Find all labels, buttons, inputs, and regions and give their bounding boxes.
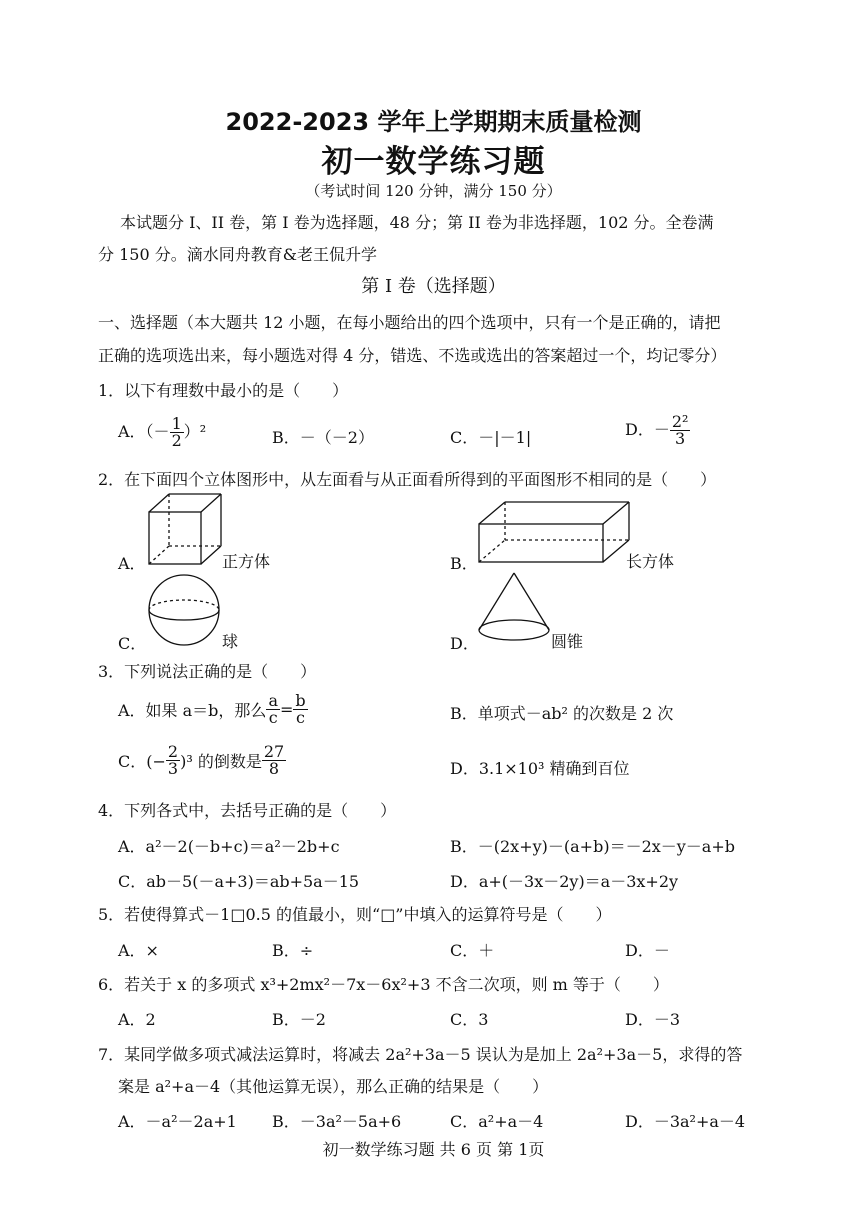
q4-option-c: C．ab－5(－a+3)＝ab+5a－15 [118,872,360,891]
q2-option-c-letter: C． [118,634,147,653]
q2-option-c-label: 球 [222,632,239,651]
exam-title: 2022-2023 学年上学期期末质量检测 [225,108,642,136]
q5-option-c: C．＋ [450,941,495,960]
q6-stem: 6．若关于 x 的多项式 x³+2mx²－7x－6x²+3 不含二次项，则 m 等于（ ） [98,975,669,994]
q7-option-c: C．a²+a－4 [450,1112,544,1131]
q3-stem: 3．下列说法正确的是（ ） [98,662,317,681]
q4-option-d: D．a+(－3x－2y)＝a－3x+2y [450,872,679,891]
q6-option-a: A．2 [118,1010,156,1029]
q6-option-d: D．－3 [625,1010,681,1029]
q3-c-fraction-1: $\frac{2}{3}$ [167,742,179,778]
instruction-line-2: 正确的选项选出来，每小题选对得 4 分，错选、不选或选出的答案超过一个，均记零分） [98,346,727,365]
q5-option-d: D．－ [625,941,670,960]
q6-option-b: B．－2 [272,1010,326,1029]
page-footer: 初一数学练习题 共 6 页 第 1页 [322,1140,545,1159]
instruction-line-1: 一、选择题（本大题共 12 小题，在每小题给出的四个选项中，只有一个是正确的，请把 [98,313,721,332]
exam-info: （考试时间 120 分钟，满分 150 分） [305,182,562,200]
q1-option-d: D．－ $\frac{\text{2²}}{3}$ [625,412,689,448]
section-title: 第 I 卷（选择题） [361,276,506,297]
q2-stem: 2．在下面四个立体图形中，从左面看与从正面看所得到的平面图形不相同的是（ ） [98,470,717,489]
q3-option-d: D．3.1×10³ 精确到百位 [450,759,630,778]
q2-option-d-letter: D． [450,634,479,653]
q7-option-d: D．－3a²+a－4 [625,1112,746,1131]
q3-option-c: C．(− $\frac{2}{3}$ )³ 的倒数是 $\frac{27}{8}$ [118,742,285,778]
cube-figure [145,490,225,570]
q4-stem: 4．下列各式中，去括号正确的是（ ） [98,801,397,820]
intro-line-1: 本试题分 I、II 卷，第 I 卷为选择题，48 分；第 II 卷为非选择题，102 分。全卷满 [120,213,714,232]
q1-d-fraction: $\frac{\text{2²}}{3}$ [671,412,689,448]
q7-option-b: B．－3a²－5a+6 [272,1112,402,1131]
q2-option-a-label: 正方体 [222,552,271,571]
q2-option-b-letter: B． [450,554,478,573]
q4-option-b: B．－(2x+y)－(a+b)＝－2x－y－a+b [450,837,735,856]
q2-option-a-letter: A． [118,554,146,573]
q5-option-b: B．÷ [272,941,314,960]
q3-a-fraction-1: $\frac{a}{c}$ [268,691,278,727]
q2-option-b-label: 长方体 [626,552,675,571]
q1-option-a: A．（－ $\frac{1}{2}$ ）² [118,414,207,450]
q3-option-b: B．单项式－ab² 的次数是 2 次 [450,704,674,723]
q1-option-c: C．－|－1| [450,428,532,447]
q4-option-a: A．a²－2(－b+c)＝a²－2b+c [118,837,340,856]
q1-stem: 1．以下有理数中最小的是（ ） [98,381,349,400]
q1-a-fraction: $\frac{1}{2}$ [171,414,182,450]
cone-figure [475,570,555,645]
q5-stem: 5．若使得算式－1□0.5 的值最小，则“□”中填入的运算符号是（ ） [98,905,612,924]
q2-option-d-label: 圆锥 [551,632,584,651]
q7-option-a: A．－a²－2a+1 [118,1112,237,1131]
q3-option-a: A．如果 a＝b，那么 $\frac{a}{c}$ = $\frac{b}{c}$ [118,691,306,727]
q5-option-a: A．× [118,941,159,960]
cuboid-figure [475,498,635,568]
sphere-figure [145,570,225,650]
exam-subtitle: 初一数学练习题 [321,144,546,180]
q6-option-c: C．3 [450,1010,489,1029]
intro-line-2: 分 150 分。滴水同舟教育&老王侃升学 [98,245,377,264]
q7-stem-line-1: 7．某同学做多项式减法运算时，将减去 2a²+3a－5 误认为是加上 2a²+3a－5，求得的答 [98,1045,743,1064]
q7-stem-line-2: 案是 a²+a－4（其他运算无误），那么正确的结果是（ ） [118,1077,549,1096]
q3-c-fraction-2: $\frac{27}{8}$ [263,742,285,778]
q3-a-fraction-2: $\frac{b}{c}$ [295,691,306,727]
q1-option-b: B．－（－2） [272,428,374,447]
